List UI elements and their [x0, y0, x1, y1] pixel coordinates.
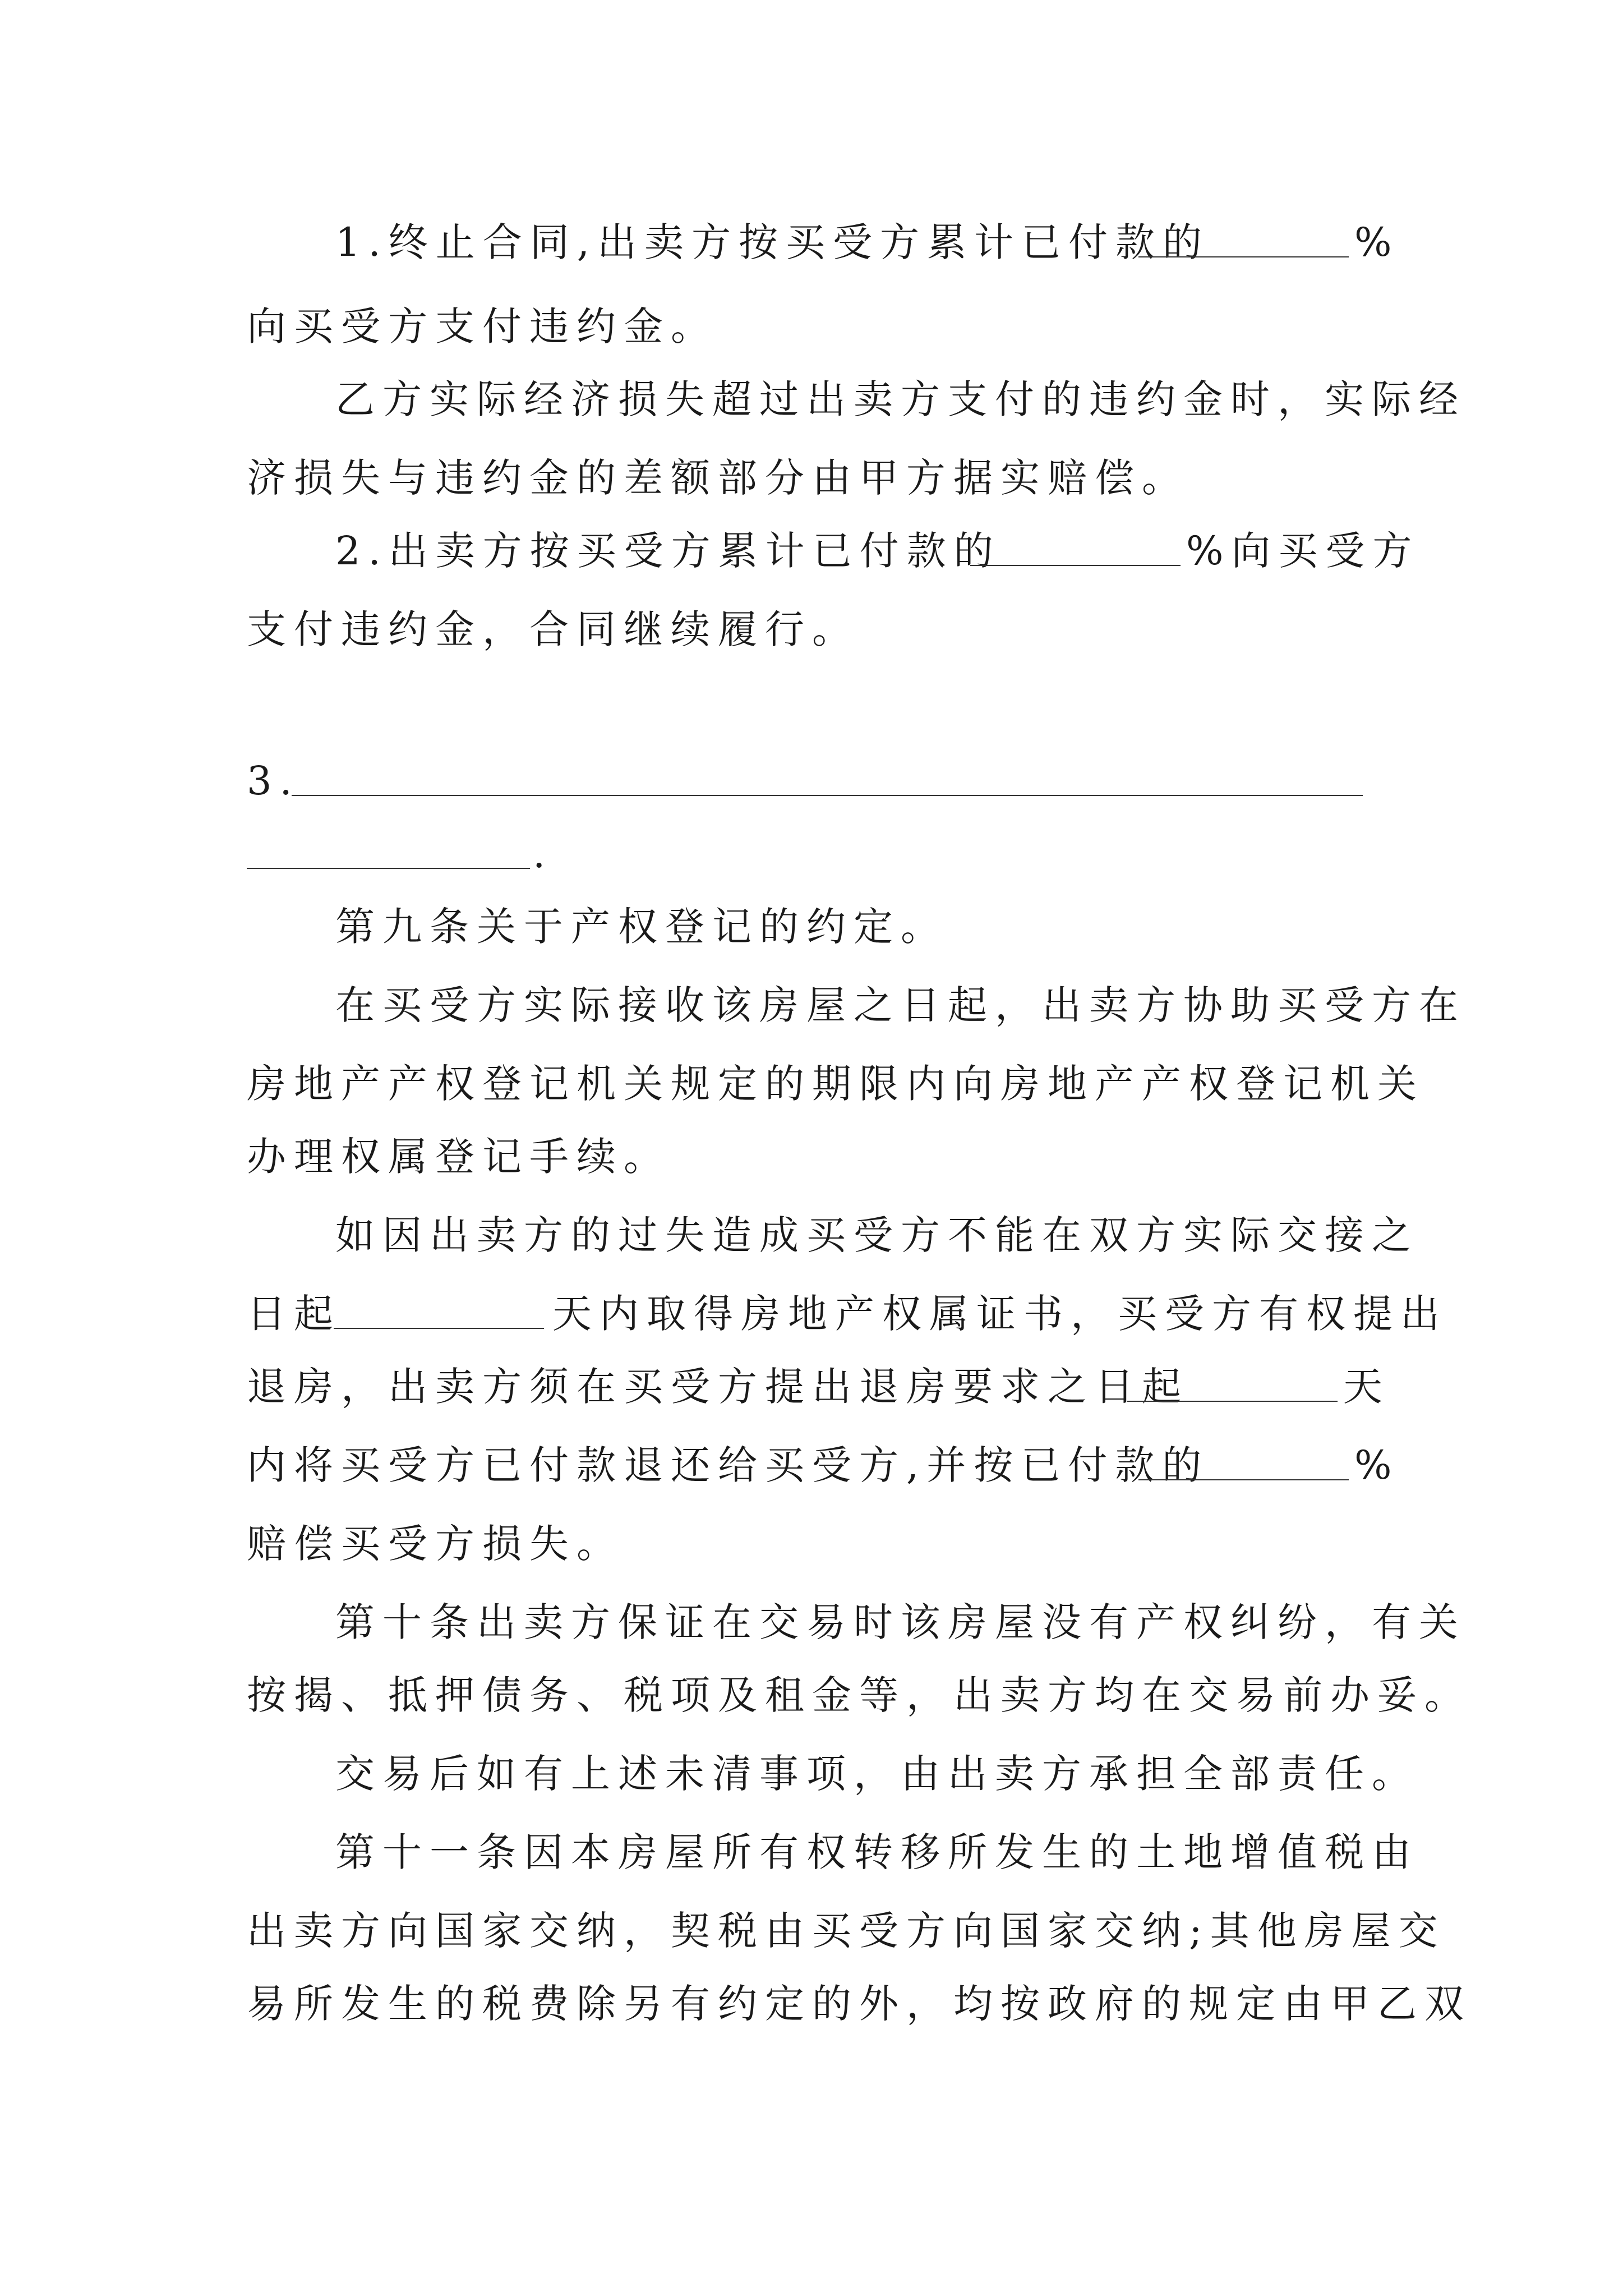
text-segment: 办理权属登记手续。 [247, 1134, 671, 1180]
text-segment: 退房，出卖方须在买受方提出退房要求之日起 [247, 1364, 1189, 1410]
paragraph-3-line-2 [0, 599, 1623, 660]
text-segment: 1.终止合同,出卖方按买受方累计已付款的 [335, 219, 1210, 265]
paragraph-2-line-2 [0, 447, 1623, 509]
paragraph-2-line-1 [0, 369, 1623, 430]
blank-field-percent [1138, 211, 1349, 257]
item-3-line-2 [0, 823, 1623, 885]
item-3-line-1 [0, 750, 1623, 812]
paragraph-4-line-2 [0, 1053, 1623, 1115]
text-segment: 交易后如有上述未清事项，由出卖方承担全部责任。 [335, 1751, 1419, 1797]
text-segment: 第九条关于产权登记的约定。 [335, 904, 948, 950]
text-segment: . [533, 831, 554, 877]
paragraph-4-line-1 [0, 974, 1623, 1036]
blank-field-percent [970, 520, 1181, 566]
text-segment: 房地产产权登记机关规定的期限内向房地产产权登记机关 [247, 1061, 1424, 1107]
blank-field-percent [1138, 1434, 1349, 1480]
text-segment: 天 [1343, 1364, 1390, 1410]
text-segment: 第十条出卖方保证在交易时该房屋没有产权纠纷，有关 [335, 1599, 1466, 1645]
text-segment: 内将买受方已付款退还给买受方,并按已付款的 [247, 1442, 1210, 1488]
article-11-line-2 [0, 1900, 1623, 1962]
article-11-line-1 [0, 1821, 1623, 1883]
blank-field-days [334, 1283, 544, 1329]
text-segment: 日起 [247, 1291, 341, 1337]
text-segment: 2.出卖方按买受方累计已付款的 [335, 528, 1001, 574]
text-segment: % [1354, 219, 1400, 265]
paragraph-5-line-1 [0, 1204, 1623, 1266]
text-segment: 出卖方向国家交纳，契税由买受方向国家交纳;其他房屋交 [247, 1908, 1446, 1954]
paragraph-5-line-3 [0, 1356, 1623, 1418]
blank-field-long [247, 823, 530, 869]
article-11-line-3 [0, 1973, 1623, 2035]
text-segment: 在买受方实际接收该房屋之日起，出卖方协助买受方在 [335, 982, 1466, 1028]
text-segment: 按揭、抵押债务、税项及租金等，出卖方均在交易前办妥。 [247, 1672, 1472, 1718]
blank-field-long [292, 750, 1363, 796]
text-segment: 如因出卖方的过失造成买受方不能在双方实际交接之 [335, 1212, 1419, 1258]
paragraph-5-line-2 [0, 1283, 1623, 1345]
text-segment: 支付违约金，合同继续履行。 [247, 606, 859, 652]
text-segment: 济损失与违约金的差额部分由甲方据实赔偿。 [247, 455, 1189, 501]
paragraph-5-line-4 [0, 1434, 1623, 1496]
text-segment: 乙方实际经济损失超过出卖方支付的违约金时，实际经 [335, 376, 1466, 422]
article-9-heading [0, 896, 1623, 958]
text-segment: %向买受方 [1186, 528, 1420, 574]
article-10-line-2 [0, 1664, 1623, 1726]
paragraph-5-line-5 [0, 1513, 1623, 1575]
text-segment: 3. [247, 758, 300, 804]
paragraph-1-line-1 [0, 211, 1623, 273]
paragraph-1-line-2 [0, 296, 1623, 357]
paragraph-6-line-1 [0, 1743, 1623, 1805]
paragraph-3-line-1 [0, 520, 1623, 582]
text-segment: 易所发生的税费除另有约定的外，均按政府的规定由甲乙双 [247, 1981, 1472, 2027]
text-segment: 赔偿买受方损失。 [247, 1521, 624, 1567]
text-segment: 向买受方支付违约金。 [247, 303, 718, 349]
paragraph-4-line-3 [0, 1126, 1623, 1188]
article-10-line-1 [0, 1591, 1623, 1653]
text-segment: 天内取得房地产权属证书，买受方有权提出 [552, 1291, 1447, 1337]
text-segment: 第十一条因本房屋所有权转移所发生的土地增值税由 [335, 1829, 1419, 1875]
text-segment: % [1354, 1442, 1400, 1488]
blank-field-days [1127, 1356, 1338, 1402]
